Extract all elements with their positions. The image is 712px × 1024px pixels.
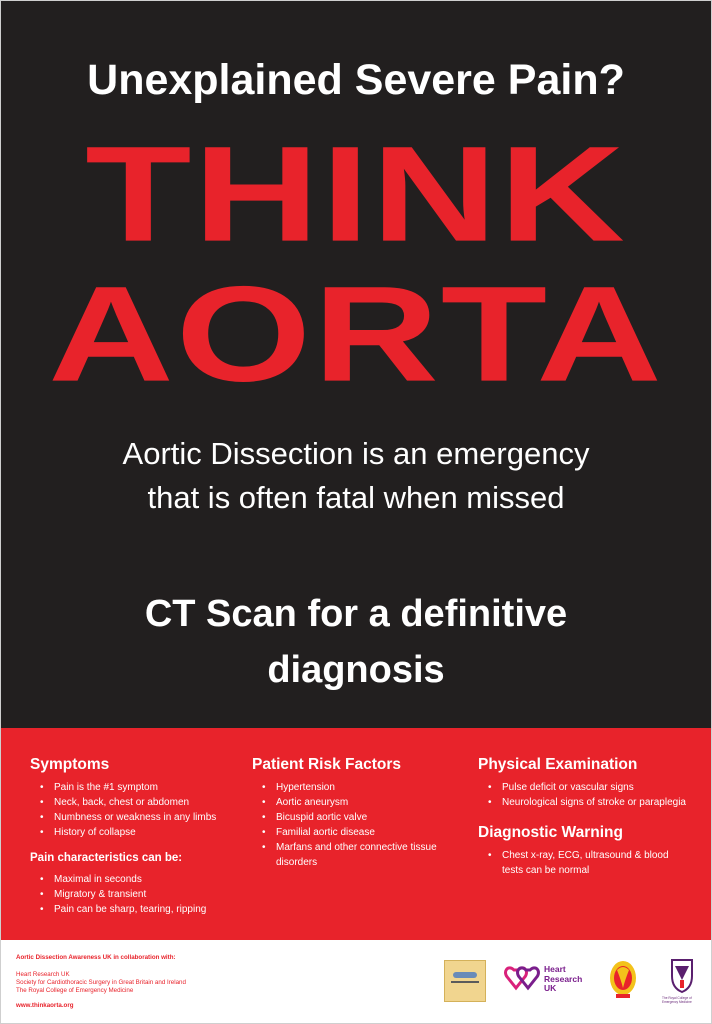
symptoms-column: [30, 756, 240, 917]
physical-exam-title: Physical Examination: [478, 756, 638, 773]
ct-line-1: CT Scan for a definitive: [144, 593, 568, 635]
ct-scan-message: [0, 586, 712, 698]
footer-org: The Royal College of Emergency Medicine: [16, 987, 134, 994]
crest-logo: [608, 958, 638, 1002]
rcem-logo: [662, 958, 702, 1008]
hearts-icon: [504, 962, 542, 996]
heart-research-uk-logo: [504, 962, 604, 1002]
pain-characteristics-list: [30, 872, 240, 917]
risk-factors-list: [252, 780, 462, 870]
symptoms-list: [30, 780, 240, 840]
examination-column: [478, 756, 688, 878]
list-item: • Numbness or weakness in any limbs: [48, 810, 240, 825]
footer-credits: [16, 954, 416, 1010]
footer: [0, 940, 712, 1024]
footer-lead: Aortic Dissection Awareness UK in collaboration with:: [16, 954, 176, 961]
footer-org: Society for Cardiothoracic Surgery in Great Britain and Ireland: [16, 979, 186, 986]
list-item: • Migratory & transient: [48, 887, 240, 902]
diagnostic-warning-title: Diagnostic Warning: [478, 824, 623, 841]
subtitle-line-1: Aortic Dissection is an emergency: [122, 436, 590, 471]
list-item: • Neurological signs of stroke or paraplegia: [496, 795, 688, 810]
risk-factors-title: Patient Risk Factors: [252, 756, 402, 773]
list-item: • Familial aortic disease: [270, 825, 462, 840]
list-item: • Bicuspid aortic valve: [270, 810, 462, 825]
pain-characteristics-heading: Pain characteristics can be:: [30, 852, 183, 864]
list-item: • Hypertension: [270, 780, 462, 795]
headline-question: Unexplained Severe Pain?: [87, 56, 625, 104]
diagnostic-warning-list: [478, 848, 688, 878]
website-link[interactable]: www.thinkaorta.org: [16, 1002, 74, 1009]
rcem-shield-icon: [662, 958, 702, 994]
list-item: • Pain can be sharp, tearing, ripping: [48, 902, 240, 917]
list-item: • Pain is the #1 symptom: [48, 780, 240, 795]
list-item: • History of collapse: [48, 825, 240, 840]
list-item: • Maximal in seconds: [48, 872, 240, 887]
headline-think: THINK: [85, 117, 627, 270]
list-item: • Aortic aneurysm: [270, 795, 462, 810]
physical-exam-list: [478, 780, 688, 810]
subtitle: [0, 432, 712, 520]
footer-org-list: [16, 971, 416, 995]
scts-logo: [444, 960, 486, 1002]
subtitle-line-2: that is often fatal when missed: [147, 480, 565, 515]
symptoms-title: Symptoms: [30, 756, 110, 773]
partner-logos: [440, 958, 702, 1010]
ct-line-2: diagnosis: [267, 649, 445, 691]
rcem-caption: The Royal College of Emergency Medicine: [662, 996, 692, 1004]
list-item: • Marfans and other connective tissue disorders: [270, 840, 462, 870]
hruk-wordmark: Heart Research UK: [544, 964, 583, 993]
info-panel: [0, 728, 712, 940]
list-item: • Neck, back, chest or abdomen: [48, 795, 240, 810]
list-item: • Pulse deficit or vascular signs: [496, 780, 688, 795]
footer-org: Heart Research UK: [16, 971, 70, 978]
headline-aorta: AORTA: [48, 257, 664, 410]
risk-factors-column: [252, 756, 462, 870]
list-item: • Chest x-ray, ECG, ultrasound & blood tests can be normal: [496, 848, 688, 878]
